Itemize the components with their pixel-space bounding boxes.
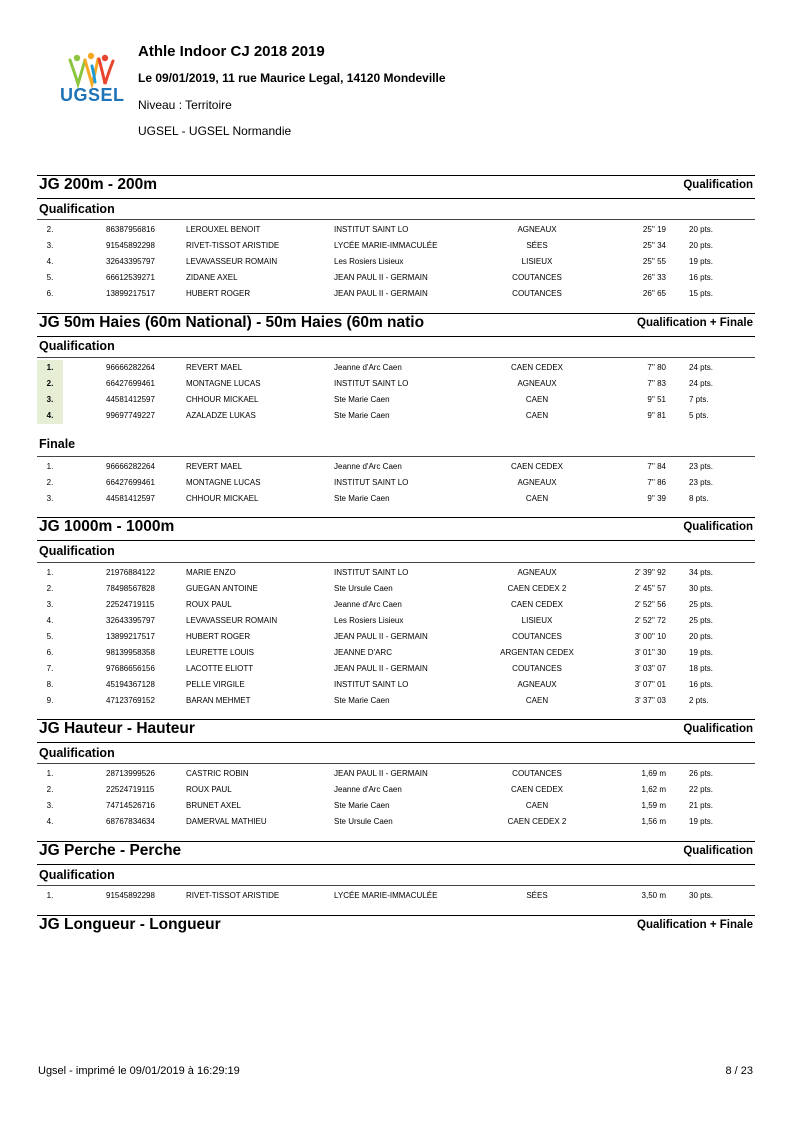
school-cell: Ste Ursule Caen (334, 584, 393, 593)
athlete-cell: CASTRIC ROBIN (186, 769, 249, 778)
licence-cell: 66427699461 (106, 478, 155, 487)
performance-cell: 2' 45'' 57 (634, 584, 666, 593)
points-cell: 25 pts. (689, 600, 714, 609)
performance-cell: 1,62 m (641, 785, 666, 794)
school-cell: Ste Marie Caen (334, 411, 390, 420)
rank-cell: 2. (37, 376, 63, 392)
table-row (37, 597, 755, 613)
performance-cell: 3,50 m (641, 891, 666, 900)
performance-cell: 3' 37'' 03 (634, 696, 666, 705)
table-row (37, 270, 755, 286)
round-rule (37, 456, 755, 457)
rank-cell: 1. (46, 769, 54, 778)
city-cell: CAEN CEDEX 2 (507, 817, 567, 826)
licence-cell: 45194367128 (106, 680, 155, 689)
city-cell: COUTANCES (512, 273, 562, 282)
event-level: Niveau : Territoire (138, 98, 232, 112)
points-cell: 19 pts. (689, 648, 714, 657)
performance-cell: 7'' 84 (647, 462, 666, 471)
table-row (37, 254, 755, 270)
event-title: JG Hauteur - Hauteur (39, 720, 195, 737)
licence-cell: 44581412597 (106, 494, 155, 503)
school-cell: Jeanne d'Arc Caen (334, 785, 402, 794)
school-cell: INSTITUT SAINT LO (334, 478, 409, 487)
athlete-cell: ROUX PAUL (186, 600, 232, 609)
performance-cell: 2' 52'' 56 (634, 600, 666, 609)
school-cell: INSTITUT SAINT LO (334, 379, 409, 388)
performance-cell: 7'' 83 (647, 379, 666, 388)
city-cell: SÉES (526, 241, 548, 250)
table-row (37, 645, 755, 661)
licence-cell: 78498567828 (106, 584, 155, 593)
points-cell: 5 pts. (689, 411, 709, 420)
licence-cell: 47123769152 (106, 696, 155, 705)
licence-cell: 22524719115 (106, 600, 155, 609)
city-cell: CAEN CEDEX (510, 785, 563, 794)
performance-cell: 26'' 65 (642, 289, 666, 298)
table-row (37, 222, 755, 238)
city-cell: COUTANCES (512, 664, 562, 673)
performance-cell: 7'' 80 (647, 363, 666, 372)
performance-cell: 3' 01'' 30 (634, 648, 666, 657)
table-row (37, 408, 755, 424)
city-cell: AGNEAUX (517, 225, 557, 234)
round-rule (37, 562, 755, 563)
athlete-cell: LEVAVASSEUR ROMAIN (186, 616, 278, 625)
licence-cell: 96666282264 (106, 462, 155, 471)
rank-cell: 1. (46, 462, 54, 471)
rank-cell: 2. (46, 478, 54, 487)
school-cell: Jeanne d'Arc Caen (334, 600, 402, 609)
athlete-cell: HUBERT ROGER (186, 632, 251, 641)
city-cell: CAEN (525, 395, 549, 404)
athlete-cell: CHHOUR MICKAEL (186, 494, 259, 503)
school-cell: Ste Marie Caen (334, 395, 390, 404)
licence-cell: 28713999526 (106, 769, 155, 778)
round-rule (37, 219, 755, 220)
athlete-cell: AZALADZE LUKAS (186, 411, 256, 420)
licence-cell: 13899217517 (106, 289, 155, 298)
round-label: Qualification (39, 544, 115, 558)
school-cell: Les Rosiers Lisieux (334, 257, 404, 266)
points-cell: 20 pts. (689, 632, 714, 641)
licence-cell: 66427699461 (106, 379, 155, 388)
licence-cell: 13899217517 (106, 632, 155, 641)
points-cell: 25 pts. (689, 616, 714, 625)
athlete-cell: ZIDANE AXEL (186, 273, 238, 282)
rank-cell: 3. (46, 241, 54, 250)
performance-cell: 7'' 86 (647, 478, 666, 487)
event-rule (37, 742, 755, 743)
event-title: JG 50m Haies (60m National) - 50m Haies (60m natio (39, 314, 425, 331)
performance-cell: 26'' 33 (642, 273, 666, 282)
event-header (37, 842, 755, 866)
event-header (37, 916, 755, 940)
round-label: Qualification (39, 746, 115, 760)
table-row (37, 491, 755, 507)
city-cell: CAEN CEDEX (510, 600, 563, 609)
school-cell: Jeanne d'Arc Caen (334, 363, 402, 372)
city-cell: CAEN (525, 494, 549, 503)
rank-cell: 9. (46, 696, 54, 705)
table-row (37, 766, 755, 782)
event-type: Qualification (683, 179, 753, 191)
event-type: Qualification (683, 845, 753, 857)
event-rule (37, 719, 755, 720)
table-row (37, 661, 755, 677)
school-cell: Jeanne d'Arc Caen (334, 462, 402, 471)
city-cell: CAEN CEDEX (510, 462, 563, 471)
rank-cell: 2. (46, 785, 54, 794)
table-row (37, 613, 755, 629)
points-cell: 16 pts. (689, 680, 714, 689)
athlete-cell: GUEGAN ANTOINE (186, 584, 258, 593)
rank-cell: 1. (37, 360, 63, 376)
points-cell: 8 pts. (689, 494, 709, 503)
performance-cell: 1,69 m (641, 769, 666, 778)
table-row (37, 459, 755, 475)
event-rule (37, 540, 755, 541)
event-rule (37, 198, 755, 199)
round-rule (37, 763, 755, 764)
round-label: Qualification (39, 339, 115, 353)
licence-cell: 86387956816 (106, 225, 155, 234)
event-title: JG Longueur - Longueur (39, 916, 221, 933)
points-cell: 19 pts. (689, 257, 714, 266)
event-rule (37, 915, 755, 916)
points-cell: 22 pts. (689, 785, 714, 794)
points-cell: 23 pts. (689, 462, 714, 471)
school-cell: Ste Ursule Caen (334, 817, 393, 826)
event-rule (37, 336, 755, 337)
athlete-cell: REVERT MAEL (186, 363, 243, 372)
athlete-cell: BRUNET AXEL (186, 801, 241, 810)
event-rule (37, 313, 755, 314)
round-rule (37, 357, 755, 358)
organisation: UGSEL - UGSEL Normandie (138, 124, 292, 138)
rank-cell: 1. (46, 568, 54, 577)
licence-cell: 98139958358 (106, 648, 155, 657)
event-rule (37, 864, 755, 865)
city-cell: ARGENTAN CEDEX (500, 648, 574, 657)
city-cell: AGNEAUX (517, 478, 557, 487)
points-cell: 23 pts. (689, 478, 714, 487)
event-header (37, 314, 755, 338)
city-cell: AGNEAUX (517, 379, 557, 388)
licence-cell: 96666282264 (106, 363, 155, 372)
table-row (37, 782, 755, 798)
event-title: JG 1000m - 1000m (39, 518, 175, 535)
city-cell: LISIEUX (521, 616, 553, 625)
points-cell: 7 pts. (689, 395, 709, 404)
licence-cell: 91545892298 (106, 891, 155, 900)
athlete-cell: LACOTTE ELIOTT (186, 664, 254, 673)
athlete-cell: RIVET-TISSOT ARISTIDE (186, 891, 280, 900)
athlete-cell: LEURETTE LOUIS (186, 648, 255, 657)
table-row (37, 888, 755, 904)
school-cell: INSTITUT SAINT LO (334, 225, 409, 234)
event-rule (37, 175, 755, 176)
table-row (37, 677, 755, 693)
city-cell: COUTANCES (512, 632, 562, 641)
city-cell: AGNEAUX (517, 680, 557, 689)
event-location: Le 09/01/2019, 11 rue Maurice Legal, 14120 Mondeville (138, 71, 446, 85)
school-cell: JEAN PAUL II - GERMAIN (334, 664, 428, 673)
points-cell: 30 pts. (689, 891, 714, 900)
licence-cell: 99697749227 (106, 411, 155, 420)
city-cell: SÉES (526, 891, 548, 900)
city-cell: COUTANCES (512, 289, 562, 298)
event-title: JG Perche - Perche (39, 842, 182, 859)
school-cell: Ste Marie Caen (334, 696, 390, 705)
city-cell: CAEN (525, 696, 549, 705)
rank-cell: 8. (46, 680, 54, 689)
performance-cell: 2' 39'' 92 (634, 568, 666, 577)
performance-cell: 9'' 39 (647, 494, 666, 503)
event-rule (37, 841, 755, 842)
athlete-cell: LEVAVASSEUR ROMAIN (186, 257, 278, 266)
school-cell: LYCÉE MARIE-IMMACULÉE (334, 241, 438, 250)
footer-printed: Ugsel - imprimé le 09/01/2019 à 16:29:19 (38, 1065, 240, 1077)
rank-cell: 1. (46, 891, 54, 900)
table-row (37, 798, 755, 814)
athlete-cell: MARIE ENZO (186, 568, 236, 577)
rank-cell: 3. (46, 600, 54, 609)
school-cell: INSTITUT SAINT LO (334, 680, 409, 689)
performance-cell: 1,56 m (641, 817, 666, 826)
rank-cell: 6. (46, 289, 54, 298)
athlete-cell: RIVET-TISSOT ARISTIDE (186, 241, 280, 250)
points-cell: 20 pts. (689, 225, 714, 234)
licence-cell: 97686656156 (106, 664, 155, 673)
event-type: Qualification (683, 723, 753, 735)
athlete-cell: DAMERVAL MATHIEU (186, 817, 267, 826)
rank-cell: 4. (37, 408, 63, 424)
school-cell: JEAN PAUL II - GERMAIN (334, 769, 428, 778)
athlete-cell: MONTAGNE LUCAS (186, 379, 261, 388)
event-rule (37, 517, 755, 518)
round-label: Qualification (39, 868, 115, 882)
school-cell: INSTITUT SAINT LO (334, 568, 409, 577)
school-cell: JEANNE D'ARC (334, 648, 392, 657)
city-cell: CAEN CEDEX 2 (507, 584, 567, 593)
rank-cell: 3. (46, 801, 54, 810)
performance-cell: 25'' 55 (642, 257, 666, 266)
school-cell: JEAN PAUL II - GERMAIN (334, 289, 428, 298)
school-cell: LYCÉE MARIE-IMMACULÉE (334, 891, 438, 900)
event-title: JG 200m - 200m (39, 176, 158, 193)
rank-cell: 2. (46, 225, 54, 234)
points-cell: 24 pts. (689, 363, 714, 372)
athlete-cell: MONTAGNE LUCAS (186, 478, 261, 487)
points-cell: 34 pts. (689, 568, 714, 577)
points-cell: 21 pts. (689, 801, 714, 810)
ugsel-logo (58, 52, 128, 108)
city-cell: COUTANCES (512, 769, 562, 778)
rank-cell: 2. (46, 584, 54, 593)
city-cell: CAEN CEDEX (510, 363, 563, 372)
city-cell: AGNEAUX (517, 568, 557, 577)
rank-cell: 4. (46, 257, 54, 266)
points-cell: 24 pts. (689, 379, 714, 388)
athlete-cell: PELLE VIRGILE (186, 680, 245, 689)
points-cell: 30 pts. (689, 584, 714, 593)
rank-cell: 3. (37, 392, 63, 408)
table-row (37, 581, 755, 597)
performance-cell: 25'' 19 (642, 225, 666, 234)
city-cell: CAEN (525, 801, 549, 810)
rank-cell: 7. (46, 664, 54, 673)
licence-cell: 32643395797 (106, 616, 155, 625)
event-header (37, 176, 755, 200)
licence-cell: 74714526716 (106, 801, 155, 810)
points-cell: 26 pts. (689, 769, 714, 778)
event-type: Qualification (683, 521, 753, 533)
athlete-cell: BARAN MEHMET (186, 696, 251, 705)
city-cell: CAEN (525, 411, 549, 420)
rank-cell: 5. (46, 632, 54, 641)
performance-cell: 3' 00'' 10 (634, 632, 666, 641)
points-cell: 2 pts. (689, 696, 709, 705)
school-cell: Ste Marie Caen (334, 801, 390, 810)
athlete-cell: HUBERT ROGER (186, 289, 251, 298)
performance-cell: 25'' 34 (642, 241, 666, 250)
rank-cell: 5. (46, 273, 54, 282)
licence-cell: 44581412597 (106, 395, 155, 404)
event-header (37, 720, 755, 744)
performance-cell: 9'' 51 (647, 395, 666, 404)
table-row (37, 629, 755, 645)
performance-cell: 2' 52'' 72 (634, 616, 666, 625)
table-row (37, 360, 755, 376)
event-type: Qualification + Finale (637, 919, 753, 931)
table-row (37, 376, 755, 392)
event-header (37, 518, 755, 542)
athlete-cell: LEROUXEL BENOIT (186, 225, 261, 234)
school-cell: Ste Marie Caen (334, 494, 390, 503)
city-cell: LISIEUX (521, 257, 553, 266)
page-number: 8 / 23 (725, 1065, 753, 1077)
licence-cell: 66612539271 (106, 273, 155, 282)
round-rule (37, 885, 755, 886)
table-row (37, 565, 755, 581)
table-row (37, 238, 755, 254)
school-cell: JEAN PAUL II - GERMAIN (334, 273, 428, 282)
round-label: Finale (39, 437, 76, 451)
rank-cell: 4. (46, 616, 54, 625)
points-cell: 19 pts. (689, 817, 714, 826)
table-row (37, 392, 755, 408)
rank-cell: 3. (46, 494, 54, 503)
event-type: Qualification + Finale (637, 317, 753, 329)
performance-cell: 3' 03'' 07 (634, 664, 666, 673)
performance-cell: 3' 07'' 01 (634, 680, 666, 689)
page-title: Athle Indoor CJ 2018 2019 (138, 43, 325, 60)
school-cell: Les Rosiers Lisieux (334, 616, 404, 625)
athlete-cell: CHHOUR MICKAEL (186, 395, 259, 404)
rank-cell: 4. (46, 817, 54, 826)
licence-cell: 68767834634 (106, 817, 155, 826)
table-row (37, 693, 755, 709)
points-cell: 16 pts. (689, 273, 714, 282)
table-row (37, 475, 755, 491)
athlete-cell: REVERT MAEL (186, 462, 243, 471)
table-row (37, 286, 755, 302)
licence-cell: 21976884122 (106, 568, 155, 577)
performance-cell: 1,59 m (641, 801, 666, 810)
rank-cell: 6. (46, 648, 54, 657)
school-cell: JEAN PAUL II - GERMAIN (334, 632, 428, 641)
table-row (37, 814, 755, 830)
licence-cell: 32643395797 (106, 257, 155, 266)
logo-text: UGSEL (60, 85, 125, 105)
licence-cell: 22524719115 (106, 785, 155, 794)
round-label: Qualification (39, 202, 115, 216)
points-cell: 18 pts. (689, 664, 714, 673)
points-cell: 20 pts. (689, 241, 714, 250)
licence-cell: 91545892298 (106, 241, 155, 250)
points-cell: 15 pts. (689, 289, 714, 298)
athlete-cell: ROUX PAUL (186, 785, 232, 794)
performance-cell: 9'' 81 (647, 411, 666, 420)
